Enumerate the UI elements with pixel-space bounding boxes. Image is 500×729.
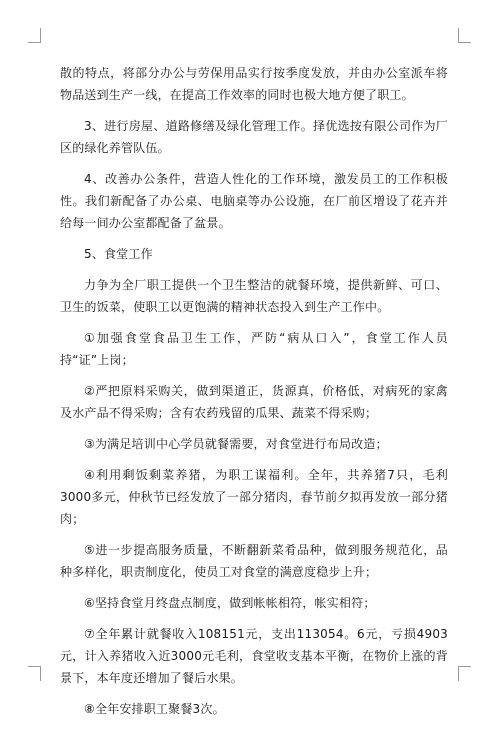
document-body xyxy=(60,62,448,729)
list-item-5: ⑤进一步提高服务质量，不断翻新菜肴品种，做到服务规范化，品种多样化，职责制度化，使员工对食堂的满意度稳步上升； xyxy=(60,543,448,579)
paragraph-item-3: 3、进行房屋、道路修缮及绿化管理工作。择优选按有限公司作为厂区的绿化养管队伍。 xyxy=(60,119,448,155)
list-item-1: ①加强食堂食品卫生工作，严防“病从口入”，食堂工作人员持“证”上岗； xyxy=(60,331,448,367)
section-heading-canteen: 5、食堂工作 xyxy=(84,247,153,261)
paragraph-continuation: 散的特点，将部分办公与劳保用品实行按季度发放，并由办公室派车将物品送到生产一线，在提高工作效率的同时也极大地方便了职工。 xyxy=(60,66,448,102)
paragraph-item-4: 4、改善办公条件，营造人性化的工作环境，激发员工的工作积极性。我们新配备了办公桌、电脑桌等办公设施，在厂前区增设了花卉并给每一间办公室都配备了盆景。 xyxy=(60,172,448,230)
list-item-2: ②严把原料采购关，做到渠道正，货源真，价格低，对病死的家禽及水产品不得采购；含有农药残留的瓜果、蔬菜不得采购； xyxy=(60,384,448,420)
crop-mark-top-right xyxy=(458,28,471,43)
crop-mark-bottom-left xyxy=(28,666,41,681)
list-item-7: ⑦全年累计就餐收入108151元，支出113054。6元，亏损4903元，计入养猪收入近3000元毛利，食堂收支基本平衡，在物价上涨的背景下，本年度还增加了餐后水果。 xyxy=(60,627,448,685)
paragraph-canteen-intro: 力争为全厂职工提供一个卫生整洁的就餐环境，提供新鲜、可口、卫生的饭菜，使职工以更饱满的精神状态投入到生产工作中。 xyxy=(60,278,448,314)
crop-mark-top-left xyxy=(28,28,41,43)
list-item-3: ③为满足培训中心学员就餐需要，对食堂进行布局改造； xyxy=(84,437,388,451)
list-item-6: ⑥坚持食堂月终盘点制度，做到帐帐相符，帐实相符； xyxy=(84,596,376,610)
crop-mark-bottom-right xyxy=(458,666,471,681)
list-item-8: ⑧全年安排职工聚餐3次。 xyxy=(84,702,225,716)
list-item-4: ④利用剩饭剩菜养猪，为职工谋福利。全年，共养猪7只，毛利3000多元，仲秋节已经发放了一部分猪肉，春节前夕拟再发放一部分猪肉； xyxy=(60,468,448,526)
